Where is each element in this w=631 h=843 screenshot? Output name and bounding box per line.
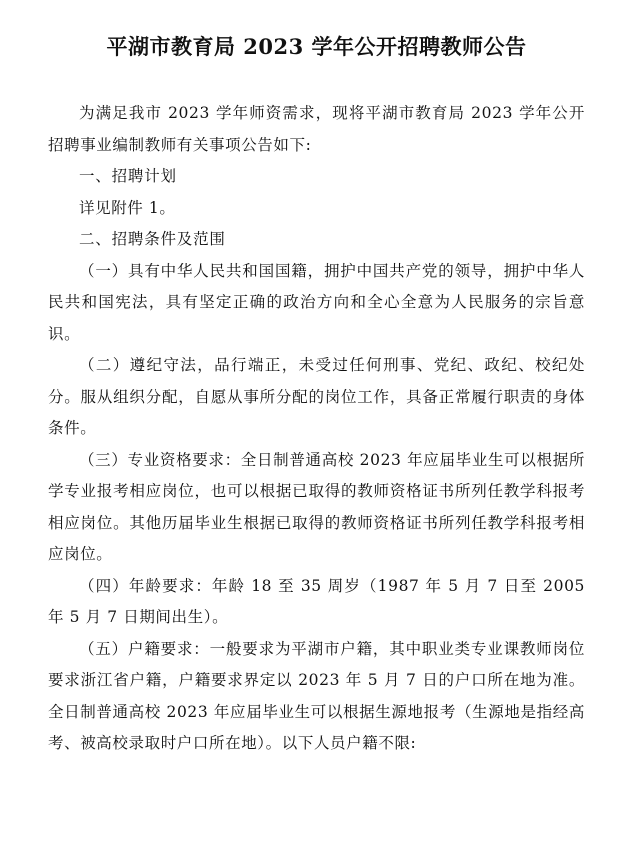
- condition-item-1: （一）具有中华人民共和国国籍，拥护中国共产党的领导，拥护中华人民共和国宪法，具有坚定正确的政治方向和全心全意为人民服务的宗旨意识。: [48, 261, 585, 343]
- intro-paragraph: 为满足我市 2023 学年师资需求，现将平湖市教育局 2023 学年公开招聘事业编制教师有关事项公告如下:: [48, 104, 585, 154]
- section-heading-recruitment-plan: 一、招聘计划: [79, 167, 177, 185]
- document-title: 平湖市教育局 2023 学年公开招聘教师公告: [106, 34, 527, 59]
- condition-item-4: （四）年龄要求：年龄 18 至 35 周岁（1987 年 5 月 7 日至 2005 年 5 月 7 日期间出生）。: [48, 576, 585, 626]
- document-body: [48, 98, 585, 760]
- condition-item-3: （三）专业资格要求：全日制普通高校 2023 年应届毕业生可以根据所学专业报考相应岗位，也可以根据已取得的教师资格证书所列任教学科报考相应岗位。其他历届毕业生根据已取得的教师资格证书所列任教学科报考相应岗位。: [48, 450, 585, 563]
- condition-item-5: （五）户籍要求：一般要求为平湖市户籍，其中职业类专业课教师岗位要求浙江省户籍，户籍要求界定以 2023 年 5 月 7 日的户口所在地为准。全日制普通高校 2023 年应届毕业生可以根据生源地报考（生源地是指经高考、被高校录取时户口所在地）。以下人员户籍不限:: [48, 639, 585, 752]
- section-heading-conditions: 二、招聘条件及范围: [79, 230, 226, 248]
- recruitment-plan-paragraph: 详见附件 1。: [79, 198, 176, 217]
- condition-item-2: （二）遵纪守法，品行端正，未受过任何刑事、党纪、政纪、校纪处分。服从组织分配，自愿从事所分配的岗位工作，具备正常履行职责的身体条件。: [48, 356, 585, 437]
